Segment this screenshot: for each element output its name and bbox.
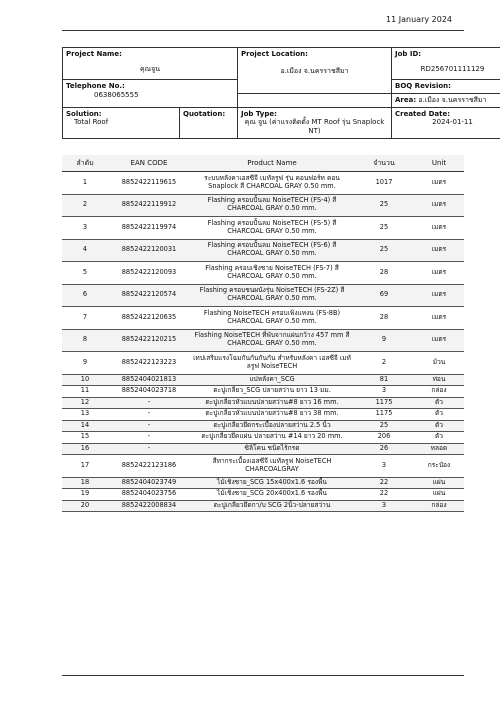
table-row (62, 443, 464, 455)
cell-no: 12 (62, 397, 108, 409)
cell-qty: 25 (354, 194, 414, 217)
cell-ean: 8852422120574 (108, 284, 190, 307)
cell-ean: 8852422120093 (108, 262, 190, 285)
col-header-ean: EAN CODE (108, 155, 190, 172)
cell-ean: 8852404023749 (108, 477, 190, 489)
product-table-header (62, 155, 464, 172)
cell-unit: ตัว (414, 420, 464, 432)
cell-unit: เมตร (414, 172, 464, 195)
table-row (62, 432, 464, 444)
cell-ean: 8852422119974 (108, 217, 190, 240)
quotation-cell (180, 107, 238, 138)
project-location-cell (238, 48, 392, 94)
cell-no: 9 (62, 352, 108, 375)
cell-unit: ม้วน (414, 352, 464, 375)
cell-qty: 81 (354, 374, 414, 386)
telephone-cell (63, 80, 238, 108)
col-header-no: ลำดับ (62, 155, 108, 172)
cell-product-name: Flashing ครอบชนผนังรุ่น NoiseTECH (FS-2Z) สี CHARCOAL GRAY 0.50 mm. (190, 284, 354, 307)
cell-no: 4 (62, 239, 108, 262)
cell-unit: หลอด (414, 443, 464, 455)
cell-no: 8 (62, 329, 108, 352)
header-date: 11 January 2024 (386, 15, 452, 24)
table-row (62, 172, 464, 195)
cell-qty: 1017 (354, 172, 414, 195)
cell-no: 5 (62, 262, 108, 285)
table-row (62, 194, 464, 217)
cell-qty: 3 (354, 386, 414, 398)
solution-cell (63, 107, 180, 138)
cell-qty: 3 (354, 455, 414, 478)
cell-unit: เมตร (414, 217, 464, 240)
cell-no: 17 (62, 455, 108, 478)
cell-unit: เมตร (414, 329, 464, 352)
cell-ean: - (108, 443, 190, 455)
cell-product-name: Flashing NoiseTECH ครอบเพิงแหงน (FS-8B) CHARCOAL GRAY 0.50 mm. (190, 307, 354, 330)
cell-product-name: ไม้เชิงชาย_SCG 15x400x1.6 รองพื้น (190, 477, 354, 489)
telephone-label: Telephone No.: (66, 82, 125, 90)
cell-qty: 22 (354, 477, 414, 489)
cell-no: 11 (62, 386, 108, 398)
cell-unit: แผ่น (414, 489, 464, 501)
cell-qty: 28 (354, 307, 414, 330)
job-type-label: Job Type: (241, 109, 277, 118)
cell-ean: 8852404023756 (108, 489, 190, 501)
cell-product-name: ซิลิโคน ชนิดไร้กรด (190, 443, 354, 455)
project-location-value: อ.เมือง จ.นครราชสีมา (280, 66, 349, 75)
cell-no: 16 (62, 443, 108, 455)
cell-no: 20 (62, 500, 108, 512)
cell-ean: 8852422119912 (108, 194, 190, 217)
cell-unit: กล่อง (414, 500, 464, 512)
solution-value: Total Roof (74, 118, 109, 127)
cell-qty: 69 (354, 284, 414, 307)
project-info-table (62, 47, 500, 139)
created-date-value: 2024-01-11 (432, 118, 473, 127)
cell-no: 2 (62, 194, 108, 217)
project-name-label: Project Name: (66, 50, 122, 58)
cell-no: 19 (62, 489, 108, 501)
cell-ean: - (108, 397, 190, 409)
cell-qty: 26 (354, 443, 414, 455)
cell-ean: 8852422123186 (108, 455, 190, 478)
created-date-label: Created Date: (395, 109, 451, 118)
telephone-value: 0638065555 (94, 90, 139, 99)
cell-no: 1 (62, 172, 108, 195)
table-row (62, 329, 464, 352)
col-header-product-name: Product Name (190, 155, 354, 172)
cell-unit: ตัว (414, 409, 464, 421)
cell-qty: 25 (354, 420, 414, 432)
cell-qty: 22 (354, 489, 414, 501)
table-row (62, 420, 464, 432)
cell-product-name: ตะปูเกลียวยึดแผ่น ปลายสว่าน #14 ยาว 20 mm. (190, 432, 354, 444)
cell-ean: - (108, 420, 190, 432)
cell-product-name: ตะปูเกลียวหัวแบนปลายสว่าน#8 ยาว 38 mm. (190, 409, 354, 421)
cell-product-name: ไม้เชิงชาย_SCG 20x400x1.6 รองพื้น (190, 489, 354, 501)
spacer-cell (238, 93, 392, 107)
solution-label: Solution: (66, 109, 102, 118)
cell-qty: 1175 (354, 397, 414, 409)
footer-rule (62, 675, 464, 676)
table-row (62, 239, 464, 262)
col-header-qty: จำนวน (354, 155, 414, 172)
table-row (62, 500, 464, 512)
cell-product-name: ตะปูเกลียวยึดกระเบื้องปลายสว่าน 2.5 นิ้ว (190, 420, 354, 432)
cell-qty: 2 (354, 352, 414, 375)
project-name-cell (63, 48, 238, 80)
job-type-cell (238, 107, 392, 138)
cell-qty: 28 (354, 262, 414, 285)
created-date-cell (392, 107, 500, 138)
col-header-unit: Unit (414, 155, 464, 172)
cell-no: 15 (62, 432, 108, 444)
cell-product-name: Flashing ครอบปั้นลม NoiseTECH (FS-5) สี CHARCOAL GRAY 0.50 mm. (190, 217, 354, 240)
cell-product-name: ตะปูเกลียวยึดกา/บ SCG 2นิ้ว-ปลายสว่าน (190, 500, 354, 512)
cell-no: 3 (62, 217, 108, 240)
cell-ean: 8852422123223 (108, 352, 190, 375)
table-row (62, 352, 464, 375)
project-location-label: Project Location: (241, 50, 308, 58)
cell-qty: 9 (354, 329, 414, 352)
boq-revision-cell (392, 80, 500, 94)
table-row (62, 386, 464, 398)
table-row (62, 284, 464, 307)
cell-no: 7 (62, 307, 108, 330)
cell-unit: ท่อน (414, 374, 464, 386)
table-row (62, 397, 464, 409)
cell-no: 14 (62, 420, 108, 432)
quotation-label: Quotation: (183, 109, 226, 118)
cell-product-name: สีทากระเบื้องเอสซีจี เมทัลรูฟ NoiseTECH CHARCOALGRAY (190, 455, 354, 478)
cell-ean: - (108, 409, 190, 421)
cell-no: 13 (62, 409, 108, 421)
cell-ean: 8852404023718 (108, 386, 190, 398)
cell-product-name: Flashing NoiseTECH ที่พับจากแผ่นกว้าง 457 mm สี CHARCOAL GRAY 0.50 mm. (190, 329, 354, 352)
cell-ean: - (108, 432, 190, 444)
table-row (62, 409, 464, 421)
cell-ean: 8852422119615 (108, 172, 190, 195)
cell-qty: 25 (354, 217, 414, 240)
job-id-cell (392, 48, 500, 80)
cell-ean: 8852422008834 (108, 500, 190, 512)
table-row (62, 217, 464, 240)
cell-product-name: ระบบหลังคาเอสซีจี เมทัลรูฟ รุ่น คอนฟอร์ท คอน Snaplock สี CHARCOAL GRAY 0.50 mm. (190, 172, 354, 195)
cell-unit: แผ่น (414, 477, 464, 489)
table-row (62, 374, 464, 386)
cell-qty: 206 (354, 432, 414, 444)
cell-unit: ตัว (414, 397, 464, 409)
cell-no: 10 (62, 374, 108, 386)
table-row (62, 477, 464, 489)
cell-ean: 8852422120031 (108, 239, 190, 262)
cell-no: 18 (62, 477, 108, 489)
cell-ean: 8852422120215 (108, 329, 190, 352)
cell-qty: 1175 (354, 409, 414, 421)
table-row (62, 489, 464, 501)
table-row (62, 455, 464, 478)
cell-product-name: เทปเสริมแรงโฉมกันกันกันกัน สำหรับหลังคา เอสซีจี เมทัลรูฟ NoiseTECH (190, 352, 354, 375)
project-name-value: คุณจูน (139, 64, 161, 73)
cell-unit: เมตร (414, 194, 464, 217)
cell-unit: ตัว (414, 432, 464, 444)
area-cell (392, 93, 500, 107)
cell-qty: 25 (354, 239, 414, 262)
cell-ean: 8852404021813 (108, 374, 190, 386)
cell-unit: เมตร (414, 262, 464, 285)
cell-product-name: Flashing ครอบปั้นลม NoiseTECH (FS-6) สี CHARCOAL GRAY 0.50 mm. (190, 239, 354, 262)
cell-product-name: Flashing ครอบเชิงชาย NoiseTECH (FS-7) สี CHARCOAL GRAY 0.50 mm. (190, 262, 354, 285)
job-id-value: RD256701111129 (420, 64, 485, 73)
job-type-value: คุณ จูน (ค่าแรงติดตั้ง MT Roof รุ่น Snaplock NT) (244, 118, 385, 135)
cell-product-name: ตะปูเกลียว_SCG ปลายสว่าน ยาว 13 มม. (190, 386, 354, 398)
cell-unit: กล่อง (414, 386, 464, 398)
area-value: อ.เมือง จ.นครราชสีมา (418, 95, 487, 104)
cell-unit: กระป๋อง (414, 455, 464, 478)
job-id-label: Job ID: (395, 50, 422, 58)
cell-product-name: ตะปูเกลียวหัวแบนปลายสว่าน#8 ยาว 16 mm. (190, 397, 354, 409)
cell-qty: 3 (354, 500, 414, 512)
cell-unit: เมตร (414, 307, 464, 330)
table-row (62, 307, 464, 330)
cell-product-name: Flashing ครอบปั้นลม NoiseTECH (FS-4) สี CHARCOAL GRAY 0.50 mm. (190, 194, 354, 217)
cell-no: 6 (62, 284, 108, 307)
cell-product-name: แปหลังคา_SCG (190, 374, 354, 386)
table-row (62, 262, 464, 285)
cell-unit: เมตร (414, 239, 464, 262)
boq-revision-label: BOQ Revision: (395, 82, 451, 90)
area-label: Area: (395, 95, 417, 104)
header-rule (62, 30, 464, 31)
cell-ean: 8852422120635 (108, 307, 190, 330)
product-table (62, 155, 464, 512)
cell-unit: เมตร (414, 284, 464, 307)
